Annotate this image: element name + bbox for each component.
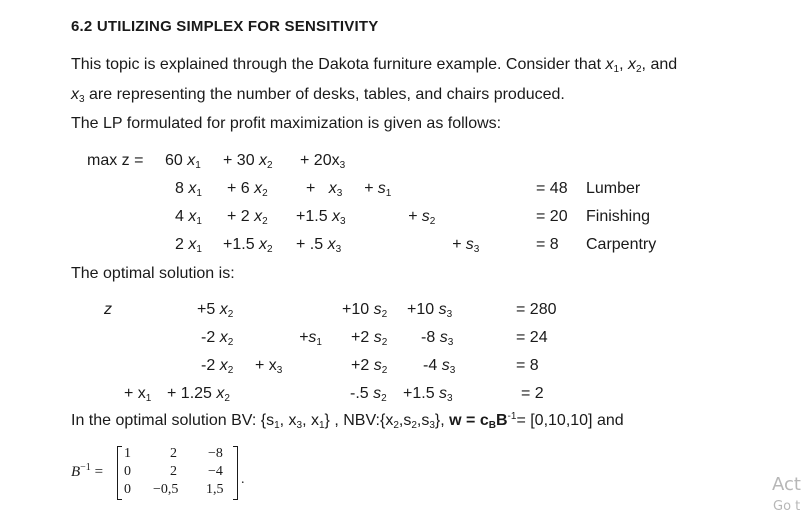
- sub: 2: [429, 216, 436, 227]
- sub: 1: [196, 216, 202, 227]
- c1-rhs: = 48: [536, 180, 568, 197]
- slack: + s: [452, 236, 474, 253]
- opt-r3-s3: [403, 384, 453, 406]
- bv-text: ,s: [398, 412, 412, 429]
- objective-label: max z =: [87, 152, 144, 169]
- sub: 2: [262, 216, 268, 227]
- var-x: x: [219, 329, 228, 346]
- coef: -2: [201, 357, 216, 374]
- coef: + .5: [296, 236, 324, 253]
- c2-x3: [296, 207, 346, 229]
- var-x: x: [259, 236, 268, 253]
- opt-r1-x2: [201, 328, 233, 350]
- var-x: x: [188, 180, 197, 197]
- sub: 2: [262, 188, 268, 199]
- w-cb: w = c: [449, 412, 489, 429]
- opt-r1-s1: [299, 328, 322, 350]
- var-x: x: [627, 56, 636, 73]
- sub: 3: [79, 94, 85, 105]
- var-s: s: [439, 329, 448, 346]
- obj-term-1: [165, 151, 201, 173]
- coef: + 2: [227, 208, 250, 225]
- opt-r2-x3: [255, 356, 282, 378]
- sub: 2: [381, 309, 388, 320]
- coef: +2: [351, 357, 370, 374]
- intro-text: This topic is explained through the Dakota furniture example. Consider that: [71, 56, 606, 73]
- b-bold: B: [495, 412, 508, 429]
- matrix-period: .: [241, 472, 245, 487]
- var-x: x: [327, 236, 336, 253]
- coef: +2: [351, 329, 370, 346]
- coef: -2: [201, 329, 216, 346]
- var-x: x: [605, 56, 614, 73]
- opt-r1-s2: [351, 328, 387, 350]
- sub: 3: [336, 188, 343, 199]
- coef: +1.5: [403, 385, 435, 402]
- coef: 2: [175, 236, 184, 253]
- var-x: x: [188, 236, 197, 253]
- sub: 2: [393, 420, 399, 431]
- sub: 1: [196, 188, 202, 199]
- var-x: x: [216, 385, 225, 402]
- opt-r0-s2: [342, 300, 387, 322]
- c1-name: Lumber: [586, 180, 641, 197]
- c3-rhs: = 8: [536, 236, 559, 253]
- var-x: x: [188, 208, 197, 225]
- opt-r0-x2: [197, 300, 233, 322]
- b-inverse-label: [71, 464, 103, 481]
- sub: 1: [274, 420, 280, 431]
- intro-line-2: [71, 85, 565, 107]
- var-x: x: [219, 301, 228, 318]
- watermark-line-2: Go t: [773, 499, 801, 514]
- c2-x2: [227, 207, 268, 229]
- bv-text: , x: [279, 412, 297, 429]
- sup: -1: [507, 411, 517, 422]
- var-s: s: [373, 301, 382, 318]
- coef: -4: [423, 357, 438, 374]
- var-x: x: [254, 180, 263, 197]
- opt-r3-s2: [350, 384, 387, 406]
- coef: + x: [124, 385, 146, 402]
- sub: 2: [267, 160, 273, 171]
- c2-name: Finishing: [586, 208, 651, 225]
- slack: +s: [299, 329, 317, 346]
- var-s: s: [373, 329, 382, 346]
- sub: 3: [473, 244, 480, 255]
- sub: 1: [385, 188, 392, 199]
- coef: + 20x: [300, 152, 340, 169]
- var-x: x: [259, 152, 268, 169]
- var-x: x: [332, 208, 341, 225]
- b-letter: B: [71, 464, 81, 480]
- c3-x1: [175, 235, 202, 257]
- sub: 3: [447, 393, 453, 404]
- sub: 3: [276, 365, 283, 376]
- bv-text: = [0,10,10] and: [516, 412, 624, 429]
- obj-term-3: [300, 151, 345, 173]
- sub: 2: [411, 420, 417, 431]
- opt-r3-x2: [167, 384, 230, 406]
- coef: 60: [165, 152, 183, 169]
- var-s: s: [373, 385, 382, 402]
- var-s: s: [438, 301, 447, 318]
- sub: 2: [381, 365, 388, 376]
- slack: + s: [408, 208, 430, 225]
- bv-text: ,s: [416, 412, 430, 429]
- coef: -8: [421, 329, 436, 346]
- watermark-line-1: Act: [772, 474, 801, 495]
- m01: 2: [170, 446, 177, 461]
- c1-s1: [364, 179, 391, 201]
- matrix-right-bracket: [233, 446, 238, 500]
- sub: 2: [227, 337, 234, 348]
- m00: 1: [124, 446, 131, 461]
- sub: 2: [635, 64, 642, 75]
- var-x: x: [187, 152, 196, 169]
- c3-x2: [223, 235, 273, 257]
- var-x: x: [219, 357, 228, 374]
- sub: 2: [267, 244, 273, 255]
- sub: B: [488, 420, 496, 431]
- sub: 3: [446, 309, 453, 320]
- var-x: x: [71, 86, 79, 103]
- sub: 2: [381, 393, 387, 404]
- sub: 3: [296, 420, 303, 431]
- var-s: s: [439, 385, 448, 402]
- sub: 1: [195, 160, 201, 171]
- sub: 1: [196, 244, 202, 255]
- coef: 4: [175, 208, 184, 225]
- c2-s2: [408, 207, 435, 229]
- coef: +: [306, 180, 316, 197]
- comma: ,: [619, 56, 624, 73]
- sub: 3: [335, 244, 342, 255]
- opt-r1-rhs: = 24: [516, 329, 548, 346]
- bv-text: },: [434, 412, 450, 429]
- coef: + 30: [223, 152, 255, 169]
- sub: 3: [429, 420, 435, 431]
- coef: +1.5: [223, 236, 255, 253]
- coef: -.5: [350, 385, 369, 402]
- var-x: x: [254, 208, 263, 225]
- coef: +5: [197, 301, 216, 318]
- intro-line-1: [71, 55, 677, 77]
- c3-x3: [296, 235, 341, 257]
- sub: 3: [447, 337, 454, 348]
- sub: 3: [340, 216, 346, 227]
- section-heading: 6.2 UTILIZING SIMPLEX FOR SENSITIVITY: [71, 18, 379, 35]
- var-s: s: [373, 357, 382, 374]
- bv-line: [71, 411, 624, 433]
- opt-r0-s3: [407, 300, 452, 322]
- opt-r2-s2: [351, 356, 387, 378]
- var-s: s: [441, 357, 450, 374]
- opt-z: z: [104, 301, 112, 318]
- sub: 1: [613, 64, 620, 75]
- opt-r3-x1: [124, 384, 151, 406]
- opt-r2-rhs: = 8: [516, 357, 539, 374]
- coef: +10: [342, 301, 370, 318]
- sub: 3: [339, 160, 346, 171]
- c3-s3: [452, 235, 479, 257]
- sub: 2: [227, 309, 234, 320]
- sub: 2: [227, 365, 234, 376]
- c2-rhs: = 20: [536, 208, 568, 225]
- slack: + s: [364, 180, 386, 197]
- sub: 3: [449, 365, 456, 376]
- equals: =: [94, 464, 104, 480]
- m10: 0: [124, 464, 131, 479]
- coef: + 6: [227, 180, 250, 197]
- bv-text: } , NBV:{x: [324, 412, 394, 429]
- var-x: x: [328, 180, 337, 197]
- sub: 2: [381, 337, 388, 348]
- opt-r3-rhs: = 2: [521, 385, 544, 402]
- sub: 1: [318, 420, 325, 431]
- coef: 8: [175, 180, 184, 197]
- opt-r2-x2: [201, 356, 233, 378]
- intro-line-3: The LP formulated for profit maximization is given as follows:: [71, 115, 502, 132]
- m12: −4: [208, 464, 223, 479]
- coef: +1.5: [296, 208, 328, 225]
- coef: +10: [407, 301, 435, 318]
- sub: 1: [145, 393, 152, 404]
- m11: 2: [170, 464, 177, 479]
- c1-x3: [306, 179, 342, 201]
- opt-r0-rhs: = 280: [516, 301, 557, 318]
- c3-name: Carpentry: [586, 236, 657, 253]
- m02: −8: [208, 446, 223, 461]
- matrix-left-bracket: [117, 446, 122, 500]
- bv-text: In the optimal solution BV: {s: [71, 412, 275, 429]
- opt-r1-s3: [421, 328, 453, 350]
- and-word: and: [650, 56, 678, 73]
- sub: 1: [316, 337, 322, 348]
- m22: 1,5: [206, 482, 224, 497]
- sub: 2: [224, 393, 230, 404]
- comma: ,: [641, 56, 646, 73]
- m21: −0,5: [153, 482, 179, 497]
- c1-x2: [227, 179, 268, 201]
- coef: + x: [255, 357, 277, 374]
- opt-r2-s3: [423, 356, 455, 378]
- c1-x1: [175, 179, 202, 201]
- m20: 0: [124, 482, 131, 497]
- bv-text: , x: [302, 412, 319, 429]
- sup: −1: [80, 462, 91, 473]
- optimal-label: The optimal solution is:: [71, 265, 235, 282]
- intro-text: are representing the number of desks, tables, and chairs produced.: [89, 86, 565, 103]
- c2-x1: [175, 207, 202, 229]
- obj-term-2: [223, 151, 273, 173]
- coef: + 1.25: [167, 385, 212, 402]
